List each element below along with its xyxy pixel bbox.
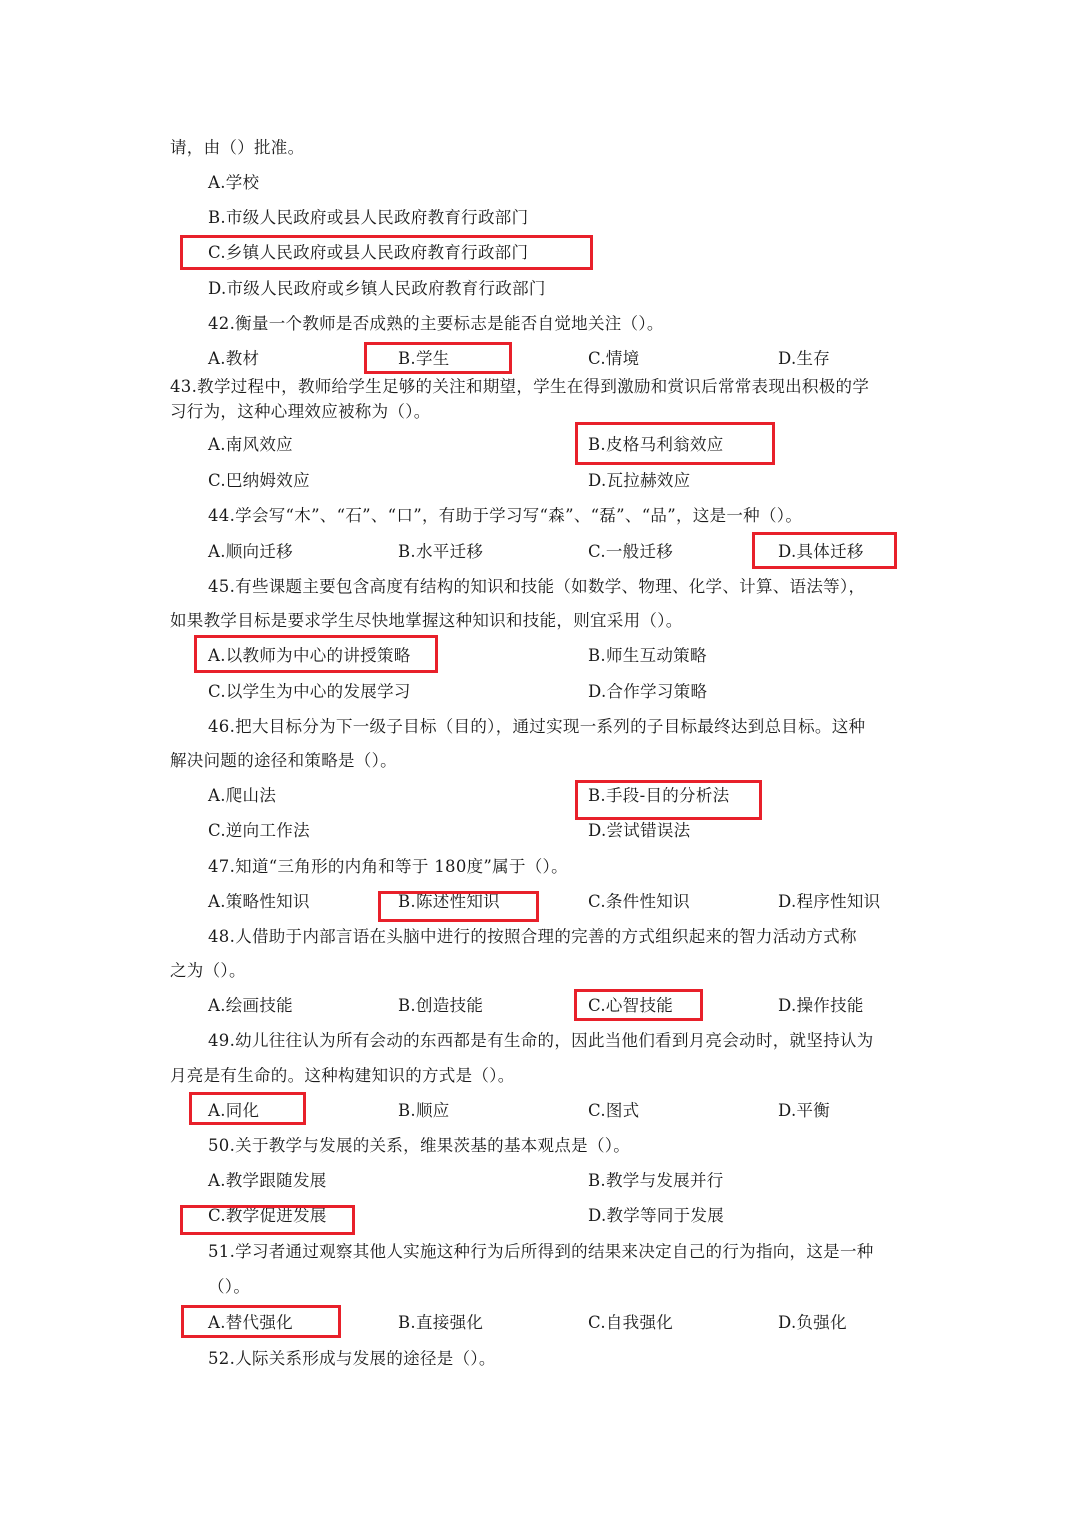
q46-stem-line2: 解决问题的途径和策略是（）。	[170, 751, 397, 770]
q46-stem-line1: 46.把大目标分为下一级子目标（目的），通过实现一系列的子目标最终达到总目标。这种	[208, 717, 866, 736]
q51-option-b: B.直接强化	[398, 1313, 484, 1332]
q45-stem-line2: 如果教学目标是要求学生尽快地掌握这种知识和技能，则宜采用（）。	[170, 611, 683, 630]
q46-option-c: C.逆向工作法	[208, 821, 310, 840]
q51-option-c: C.自我强化	[588, 1313, 674, 1332]
q42-stem: 42.衡量一个教师是否成熟的主要标志是能否自觉地关注（）。	[208, 314, 664, 333]
q44-answer-highlight	[752, 532, 897, 569]
q41-option-b: B.市级人民政府或县人民政府教育行政部门	[208, 208, 529, 227]
q47-option-d: D.程序性知识	[778, 892, 881, 911]
q41-option-c: C.乡镇人民政府或县人民政府教育行政部门	[208, 243, 529, 262]
q44-option-d: D.具体迁移	[778, 542, 864, 561]
q43-stem-line2: 习行为，这种心理效应被称为（）。	[170, 402, 431, 421]
q50-option-a: A.教学跟随发展	[208, 1171, 327, 1190]
q41-answer-highlight	[180, 235, 593, 270]
q49-option-c: C.图式	[588, 1101, 640, 1120]
q43-option-a: A.南风效应	[208, 435, 293, 454]
q49-option-a: A.同化	[208, 1101, 260, 1120]
q45-option-b: B.师生互动策略	[588, 646, 707, 665]
q50-option-d: D.教学等同于发展	[588, 1206, 725, 1225]
q45-answer-highlight	[194, 635, 438, 673]
q51-stem-line1: 51.学习者通过观察其他人实施这种行为后所得到的结果来决定自己的行为指向，这是一种	[208, 1242, 874, 1261]
q44-option-c: C.一般迁移	[588, 542, 674, 561]
q42-option-c: C.情境	[588, 349, 640, 368]
q41-stem-continuation: 请，由（）批准。	[170, 138, 305, 157]
q51-answer-highlight	[181, 1305, 341, 1338]
q42-option-a: A.教材	[208, 349, 260, 368]
q52-stem: 52.人际关系形成与发展的途径是（）。	[208, 1349, 496, 1368]
q48-option-b: B.创造技能	[398, 996, 484, 1015]
q42-option-b: B.学生	[398, 349, 450, 368]
q51-stem-line2: （）。	[208, 1277, 251, 1296]
q43-answer-highlight	[575, 422, 775, 465]
q46-option-d: D.尝试错误法	[588, 821, 691, 840]
q51-option-a: A.替代强化	[208, 1313, 293, 1332]
q48-option-c: C.心智技能	[588, 996, 674, 1015]
q48-option-d: D.操作技能	[778, 996, 864, 1015]
q43-option-d: D.瓦拉赫效应	[588, 471, 691, 490]
q45-option-a: A.以教师为中心的讲授策略	[208, 646, 411, 665]
q51-option-d: D.负强化	[778, 1313, 847, 1332]
q45-stem-line1: 45.有些课题主要包含高度有结构的知识和技能（如数学、物理、化学、计算、语法等），	[208, 577, 866, 596]
q47-option-c: C.条件性知识	[588, 892, 690, 911]
q47-option-a: A.策略性知识	[208, 892, 310, 911]
q49-answer-highlight	[189, 1092, 306, 1125]
q50-option-b: B.教学与发展并行	[588, 1171, 724, 1190]
q48-stem-line1: 48.人借助于内部言语在头脑中进行的按照合理的完善的方式组织起来的智力活动方式称	[208, 927, 857, 946]
q46-answer-highlight	[575, 780, 762, 820]
q48-stem-line2: 之为（）。	[170, 961, 246, 980]
q46-option-a: A.爬山法	[208, 786, 277, 805]
q48-answer-highlight	[574, 989, 703, 1021]
q44-stem: 44.学会写“木”、“石”、“口”，有助于学习写“森”、“磊”、“品”，这是一种（）。	[208, 506, 803, 525]
q49-option-d: D.平衡	[778, 1101, 831, 1120]
q45-option-d: D.合作学习策略	[588, 682, 708, 701]
q43-option-c: C.巴纳姆效应	[208, 471, 310, 490]
q44-option-a: A.顺向迁移	[208, 542, 293, 561]
q45-option-c: C.以学生为中心的发展学习	[208, 682, 411, 701]
q44-option-b: B.水平迁移	[398, 542, 484, 561]
q47-option-b: B.陈述性知识	[398, 892, 500, 911]
q50-answer-highlight	[180, 1205, 355, 1235]
q50-option-c: C.教学促进发展	[208, 1206, 327, 1225]
q43-option-b: B.皮格马利翁效应	[588, 435, 724, 454]
q47-stem: 47.知道“三角形的内角和等于 180度”属于（）。	[208, 857, 568, 876]
q49-option-b: B.顺应	[398, 1101, 450, 1120]
q43-stem-line1: 43.教学过程中，教师给学生足够的关注和期望，学生在得到激励和赏识后常常表现出积极的学	[170, 377, 870, 396]
q48-option-a: A.绘画技能	[208, 996, 293, 1015]
q47-answer-highlight	[378, 891, 539, 922]
q46-option-b: B.手段-目的分析法	[588, 786, 730, 805]
q41-option-a: A.学校	[208, 173, 260, 192]
q42-answer-highlight	[364, 342, 512, 374]
q41-option-d: D.市级人民政府或乡镇人民政府教育行政部门	[208, 279, 546, 298]
q50-stem: 50.关于教学与发展的关系，维果茨基的基本观点是（）。	[208, 1136, 631, 1155]
q42-option-d: D.生存	[778, 349, 831, 368]
q49-stem-line1: 49.幼儿往往认为所有会动的东西都是有生命的，因此当他们看到月亮会动时，就坚持认为	[208, 1031, 874, 1050]
q49-stem-line2: 月亮是有生命的。这种构建知识的方式是（）。	[170, 1066, 515, 1085]
